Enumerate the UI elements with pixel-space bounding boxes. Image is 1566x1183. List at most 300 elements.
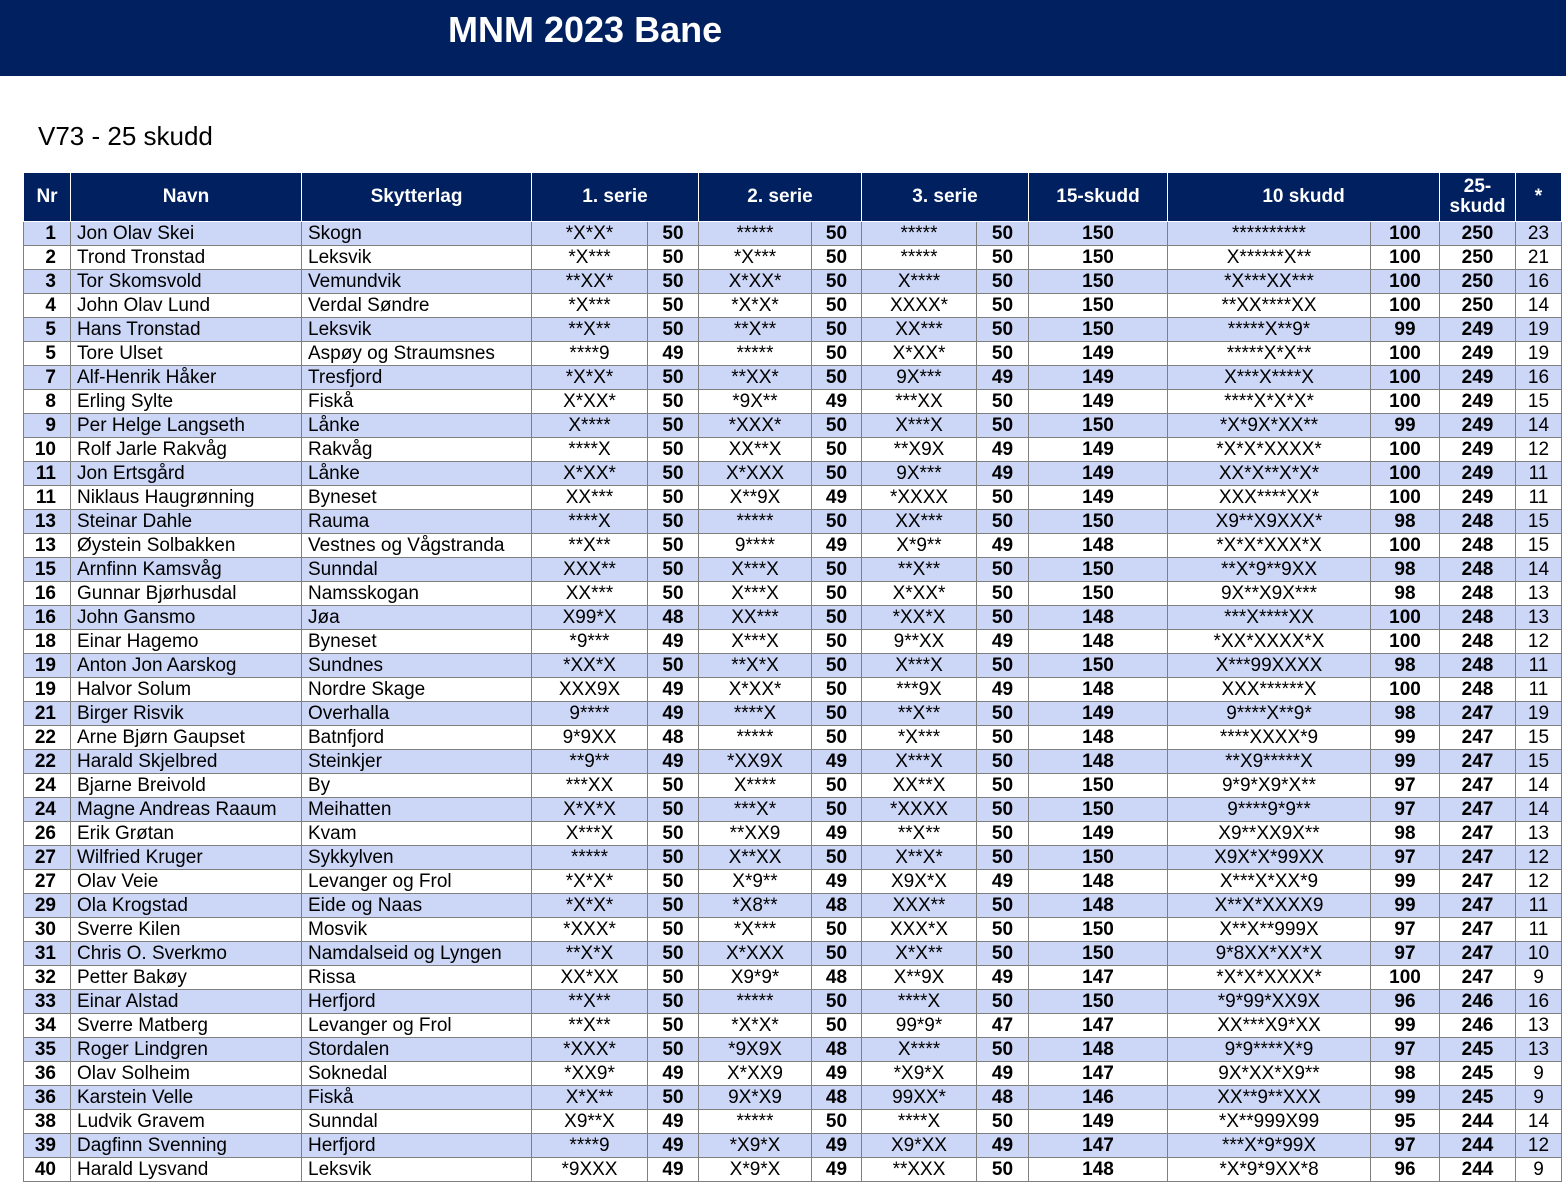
total-25-skudd: 248 (1440, 510, 1516, 534)
serie1-shots: XXX9X (532, 678, 648, 702)
serie3-shots: XXX** (862, 894, 977, 918)
col-header-10-skudd[interactable]: 10 skudd (1168, 173, 1440, 222)
table-row[interactable] (24, 966, 1562, 990)
total-25-skudd: 247 (1440, 942, 1516, 966)
shooter-name: Harald Skjelbred (71, 750, 302, 774)
rank-cell: 7 (24, 366, 71, 390)
inner-tens-count: 23 (1516, 222, 1562, 246)
serie1-points: 49 (648, 1134, 699, 1158)
rank-cell: 8 (24, 390, 71, 414)
inner-tens-count: 13 (1516, 822, 1562, 846)
serie2-shots: X*XXX (699, 462, 812, 486)
inner-tens-count: 21 (1516, 246, 1562, 270)
rank-cell: 27 (24, 846, 71, 870)
shooter-name: Einar Hagemo (71, 630, 302, 654)
rank-cell: 5 (24, 342, 71, 366)
serie2-shots: *X8** (699, 894, 812, 918)
table-row[interactable] (24, 822, 1562, 846)
total-25-skudd: 250 (1440, 246, 1516, 270)
serie3-points: 50 (977, 486, 1029, 510)
inner-tens-count: 11 (1516, 918, 1562, 942)
serie2-shots: ****X (699, 702, 812, 726)
table-row[interactable] (24, 1134, 1562, 1158)
table-row[interactable] (24, 630, 1562, 654)
serie2-shots: *XXX* (699, 414, 812, 438)
serie1-shots: *9*** (532, 630, 648, 654)
table-row[interactable] (24, 462, 1562, 486)
table-row[interactable] (24, 870, 1562, 894)
serie2-shots: *X9*X (699, 1134, 812, 1158)
serie1-shots: *9XXX (532, 1158, 648, 1182)
club-name: Stordalen (302, 1038, 532, 1062)
serie1-points: 49 (648, 702, 699, 726)
table-row[interactable] (24, 918, 1562, 942)
total-25-skudd: 249 (1440, 462, 1516, 486)
rank-cell: 13 (24, 510, 71, 534)
serie1-points: 49 (648, 1062, 699, 1086)
table-row[interactable] (24, 942, 1562, 966)
col-header-serie1[interactable]: 1. serie (532, 173, 699, 222)
table-row[interactable] (24, 750, 1562, 774)
ten-shot-series: X**X**999X (1168, 918, 1371, 942)
table-row[interactable] (24, 654, 1562, 678)
shooter-name: Erling Sylte (71, 390, 302, 414)
table-row[interactable] (24, 894, 1562, 918)
serie1-shots: X***X (532, 822, 648, 846)
ten-shot-series: *XX*XXXX*X (1168, 630, 1371, 654)
ten-shot-series: **XX****XX (1168, 294, 1371, 318)
total-15-skudd: 148 (1029, 1038, 1168, 1062)
ten-shot-series: X***X*XX*9 (1168, 870, 1371, 894)
inner-tens-count: 11 (1516, 462, 1562, 486)
table-row[interactable] (24, 1086, 1562, 1110)
col-header-25-skudd[interactable]: 25- skudd (1440, 173, 1516, 222)
table-row[interactable] (24, 678, 1562, 702)
serie1-points: 50 (648, 462, 699, 486)
serie2-points: 50 (812, 558, 862, 582)
col-header-navn[interactable]: Navn (71, 173, 302, 222)
ten-shot-series: 9****9*9** (1168, 798, 1371, 822)
col-header-star[interactable]: * (1516, 173, 1562, 222)
rank-cell: 36 (24, 1062, 71, 1086)
table-row[interactable] (24, 1110, 1562, 1134)
total-15-skudd: 148 (1029, 726, 1168, 750)
ten-shot-points: 98 (1371, 582, 1440, 606)
ten-shot-points: 98 (1371, 558, 1440, 582)
serie2-points: 49 (812, 1158, 862, 1182)
shooter-name: Arne Bjørn Gaupset (71, 726, 302, 750)
ten-shot-series: X******X** (1168, 246, 1371, 270)
club-name: Lånke (302, 414, 532, 438)
inner-tens-count: 12 (1516, 1134, 1562, 1158)
club-name: Mosvik (302, 918, 532, 942)
table-row[interactable] (24, 1158, 1562, 1182)
inner-tens-count: 11 (1516, 678, 1562, 702)
rank-cell: 24 (24, 774, 71, 798)
shooter-name: Magne Andreas Raaum (71, 798, 302, 822)
club-name: Sunndal (302, 1110, 532, 1134)
serie2-points: 48 (812, 966, 862, 990)
ten-shot-series: XX**9**XXX (1168, 1086, 1371, 1110)
ten-shot-series: *X*X*XXXX* (1168, 966, 1371, 990)
ten-shot-points: 99 (1371, 1086, 1440, 1110)
inner-tens-count: 15 (1516, 750, 1562, 774)
shooter-name: Per Helge Langseth (71, 414, 302, 438)
table-row[interactable] (24, 1038, 1562, 1062)
serie2-shots: ***** (699, 990, 812, 1014)
serie2-points: 50 (812, 606, 862, 630)
ten-shot-series: ****XXXX*9 (1168, 726, 1371, 750)
total-25-skudd: 248 (1440, 606, 1516, 630)
total-25-skudd: 250 (1440, 222, 1516, 246)
shooter-name: Chris O. Sverkmo (71, 942, 302, 966)
col-header-skytterlag[interactable]: Skytterlag (302, 173, 532, 222)
serie2-shots: **XX* (699, 366, 812, 390)
club-name: Fiskå (302, 1086, 532, 1110)
total-25-skudd: 249 (1440, 366, 1516, 390)
serie1-shots: X*X** (532, 1086, 648, 1110)
ten-shot-series: 9*9*X9*X** (1168, 774, 1371, 798)
club-name: Sunndal (302, 558, 532, 582)
serie1-shots: XX*** (532, 486, 648, 510)
serie3-shots: *XX*X (862, 606, 977, 630)
club-name: Kvam (302, 822, 532, 846)
total-15-skudd: 150 (1029, 246, 1168, 270)
inner-tens-count: 16 (1516, 990, 1562, 1014)
shooter-name: Ludvik Gravem (71, 1110, 302, 1134)
serie1-shots: *X*** (532, 294, 648, 318)
serie3-shots: 9X*** (862, 366, 977, 390)
serie1-shots: **X** (532, 318, 648, 342)
total-25-skudd: 247 (1440, 918, 1516, 942)
table-row[interactable] (24, 510, 1562, 534)
serie1-points: 50 (648, 990, 699, 1014)
total-15-skudd: 148 (1029, 870, 1168, 894)
total-15-skudd: 148 (1029, 534, 1168, 558)
ten-shot-series: ********** (1168, 222, 1371, 246)
serie3-shots: X***X (862, 414, 977, 438)
ten-shot-points: 100 (1371, 438, 1440, 462)
club-name: Steinkjer (302, 750, 532, 774)
serie1-shots: XXX** (532, 558, 648, 582)
inner-tens-count: 19 (1516, 318, 1562, 342)
serie3-points: 50 (977, 510, 1029, 534)
rank-cell: 26 (24, 822, 71, 846)
serie1-points: 50 (648, 654, 699, 678)
serie1-shots: ****X (532, 438, 648, 462)
ten-shot-series: *X*9*9XX*8 (1168, 1158, 1371, 1182)
serie1-points: 50 (648, 870, 699, 894)
shooter-name: Olav Veie (71, 870, 302, 894)
serie3-shots: X***X (862, 654, 977, 678)
serie3-points: 50 (977, 1158, 1029, 1182)
serie1-shots: **XX* (532, 270, 648, 294)
total-25-skudd: 248 (1440, 654, 1516, 678)
shooter-name: Olav Solheim (71, 1062, 302, 1086)
total-15-skudd: 149 (1029, 366, 1168, 390)
rank-cell: 11 (24, 462, 71, 486)
table-row[interactable] (24, 222, 1562, 246)
shooter-name: Halvor Solum (71, 678, 302, 702)
club-name: Meihatten (302, 798, 532, 822)
inner-tens-count: 11 (1516, 654, 1562, 678)
rank-cell: 24 (24, 798, 71, 822)
serie3-shots: *X*** (862, 726, 977, 750)
serie3-shots: **X9X (862, 438, 977, 462)
ten-shot-series: X**X*XXXX9 (1168, 894, 1371, 918)
table-header-row (24, 173, 1562, 222)
serie2-points: 49 (812, 1134, 862, 1158)
serie1-shots: X**** (532, 414, 648, 438)
ten-shot-points: 99 (1371, 894, 1440, 918)
shooter-name: Arnfinn Kamsvåg (71, 558, 302, 582)
serie3-points: 50 (977, 318, 1029, 342)
table-row[interactable] (24, 534, 1562, 558)
serie1-shots: **X** (532, 1014, 648, 1038)
table-row[interactable] (24, 726, 1562, 750)
table-row[interactable] (24, 1014, 1562, 1038)
serie2-points: 50 (812, 846, 862, 870)
serie3-points: 50 (977, 342, 1029, 366)
serie2-points: 50 (812, 1014, 862, 1038)
total-15-skudd: 146 (1029, 1086, 1168, 1110)
table-row[interactable] (24, 366, 1562, 390)
serie3-points: 50 (977, 942, 1029, 966)
serie1-points: 49 (648, 1110, 699, 1134)
inner-tens-count: 15 (1516, 726, 1562, 750)
serie3-shots: 9**XX (862, 630, 977, 654)
ten-shot-points: 99 (1371, 318, 1440, 342)
serie2-shots: **X** (699, 318, 812, 342)
ten-shot-series: XXX******X (1168, 678, 1371, 702)
serie2-points: 49 (812, 870, 862, 894)
ten-shot-points: 97 (1371, 846, 1440, 870)
table-row[interactable] (24, 390, 1562, 414)
club-name: Herfjord (302, 1134, 532, 1158)
club-name: Tresfjord (302, 366, 532, 390)
table-row[interactable] (24, 438, 1562, 462)
serie2-points: 50 (812, 222, 862, 246)
ten-shot-series: *X*X*XXX*X (1168, 534, 1371, 558)
serie2-shots: ***** (699, 510, 812, 534)
ten-shot-series: *9*99*XX9X (1168, 990, 1371, 1014)
serie1-points: 49 (648, 630, 699, 654)
table-row[interactable] (24, 606, 1562, 630)
rank-cell: 34 (24, 1014, 71, 1038)
total-25-skudd: 247 (1440, 750, 1516, 774)
ten-shot-series: XX*X**X*X* (1168, 462, 1371, 486)
table-row[interactable] (24, 702, 1562, 726)
serie2-shots: ***X* (699, 798, 812, 822)
ten-shot-series: *X***XX*** (1168, 270, 1371, 294)
rank-cell: 27 (24, 870, 71, 894)
inner-tens-count: 14 (1516, 294, 1562, 318)
table-row[interactable] (24, 270, 1562, 294)
table-row[interactable] (24, 846, 1562, 870)
serie1-shots: *X*X* (532, 870, 648, 894)
serie2-shots: XX*** (699, 606, 812, 630)
ten-shot-series: ****X*X*X* (1168, 390, 1371, 414)
ten-shot-points: 100 (1371, 462, 1440, 486)
ten-shot-points: 100 (1371, 366, 1440, 390)
serie3-shots: X9*XX (862, 1134, 977, 1158)
total-25-skudd: 247 (1440, 798, 1516, 822)
serie2-shots: *9X** (699, 390, 812, 414)
serie2-points: 50 (812, 366, 862, 390)
serie2-points: 50 (812, 318, 862, 342)
serie3-shots: XXXX* (862, 294, 977, 318)
ten-shot-points: 98 (1371, 510, 1440, 534)
table-row[interactable] (24, 1062, 1562, 1086)
inner-tens-count: 9 (1516, 1086, 1562, 1110)
serie3-points: 49 (977, 966, 1029, 990)
serie1-points: 50 (648, 942, 699, 966)
inner-tens-count: 11 (1516, 894, 1562, 918)
serie3-shots: X**** (862, 270, 977, 294)
inner-tens-count: 12 (1516, 438, 1562, 462)
serie1-points: 50 (648, 294, 699, 318)
table-row[interactable] (24, 798, 1562, 822)
table-row[interactable] (24, 342, 1562, 366)
inner-tens-count: 13 (1516, 582, 1562, 606)
rank-cell: 9 (24, 414, 71, 438)
table-row[interactable] (24, 990, 1562, 1014)
serie3-points: 49 (977, 438, 1029, 462)
serie2-shots: *9X9X (699, 1038, 812, 1062)
total-15-skudd: 150 (1029, 654, 1168, 678)
inner-tens-count: 19 (1516, 702, 1562, 726)
inner-tens-count: 12 (1516, 630, 1562, 654)
col-header-serie2[interactable]: 2. serie (699, 173, 862, 222)
serie2-shots: 9**** (699, 534, 812, 558)
serie1-shots: XX*** (532, 582, 648, 606)
serie3-shots: 99*9* (862, 1014, 977, 1038)
total-15-skudd: 149 (1029, 462, 1168, 486)
inner-tens-count: 15 (1516, 390, 1562, 414)
shooter-name: John Olav Lund (71, 294, 302, 318)
col-header-nr[interactable]: Nr (24, 173, 71, 222)
table-row[interactable] (24, 318, 1562, 342)
serie2-points: 50 (812, 678, 862, 702)
total-15-skudd: 150 (1029, 510, 1168, 534)
serie2-points: 49 (812, 1062, 862, 1086)
class-subtitle: V73 - 25 skudd (38, 121, 213, 151)
ten-shot-points: 95 (1371, 1110, 1440, 1134)
serie3-shots: XX**X (862, 774, 977, 798)
total-25-skudd: 245 (1440, 1038, 1516, 1062)
serie1-shots: *XXX* (532, 918, 648, 942)
club-name: Vestnes og Vågstranda (302, 534, 532, 558)
serie2-points: 50 (812, 630, 862, 654)
total-15-skudd: 150 (1029, 222, 1168, 246)
ten-shot-series: *****X**9* (1168, 318, 1371, 342)
col-header-serie3[interactable]: 3. serie (862, 173, 1029, 222)
club-name: Sykkylven (302, 846, 532, 870)
total-25-skudd: 249 (1440, 414, 1516, 438)
serie3-points: 50 (977, 606, 1029, 630)
ten-shot-series: *X**999X99 (1168, 1110, 1371, 1134)
table-row[interactable] (24, 582, 1562, 606)
club-name: Eide og Naas (302, 894, 532, 918)
table-row[interactable] (24, 414, 1562, 438)
rank-cell: 18 (24, 630, 71, 654)
serie1-points: 50 (648, 774, 699, 798)
rank-cell: 21 (24, 702, 71, 726)
ten-shot-series: 9*9****X*9 (1168, 1038, 1371, 1062)
table-row[interactable] (24, 774, 1562, 798)
serie1-shots: **9** (532, 750, 648, 774)
results-body (24, 222, 1562, 1182)
rank-cell: 32 (24, 966, 71, 990)
ten-shot-points: 100 (1371, 966, 1440, 990)
total-15-skudd: 147 (1029, 1062, 1168, 1086)
serie2-shots: X*9*X (699, 1158, 812, 1182)
serie1-points: 50 (648, 966, 699, 990)
serie2-points: 50 (812, 342, 862, 366)
serie1-shots: XX*XX (532, 966, 648, 990)
serie2-shots: X**XX (699, 846, 812, 870)
ten-shot-points: 99 (1371, 1014, 1440, 1038)
serie1-points: 50 (648, 222, 699, 246)
shooter-name: Sverre Matberg (71, 1014, 302, 1038)
total-15-skudd: 147 (1029, 1134, 1168, 1158)
table-row[interactable] (24, 558, 1562, 582)
table-row[interactable] (24, 294, 1562, 318)
rank-cell: 3 (24, 270, 71, 294)
rank-cell: 19 (24, 654, 71, 678)
ten-shot-points: 99 (1371, 414, 1440, 438)
serie2-points: 50 (812, 702, 862, 726)
club-name: Nordre Skage (302, 678, 532, 702)
table-row[interactable] (24, 486, 1562, 510)
club-name: Overhalla (302, 702, 532, 726)
serie1-points: 50 (648, 246, 699, 270)
col-header-15-skudd[interactable]: 15-skudd (1029, 173, 1168, 222)
ten-shot-series: X9X*X*99XX (1168, 846, 1371, 870)
ten-shot-points: 98 (1371, 654, 1440, 678)
ten-shot-points: 100 (1371, 246, 1440, 270)
table-row[interactable] (24, 246, 1562, 270)
serie3-shots: X9X*X (862, 870, 977, 894)
club-name: Rissa (302, 966, 532, 990)
results-table (23, 172, 1562, 1182)
ten-shot-points: 99 (1371, 726, 1440, 750)
total-15-skudd: 148 (1029, 750, 1168, 774)
rank-cell: 35 (24, 1038, 71, 1062)
serie1-points: 50 (648, 390, 699, 414)
ten-shot-points: 100 (1371, 294, 1440, 318)
rank-cell: 5 (24, 318, 71, 342)
serie1-shots: X*XX* (532, 390, 648, 414)
inner-tens-count: 11 (1516, 486, 1562, 510)
serie1-points: 50 (648, 1014, 699, 1038)
total-25-skudd: 248 (1440, 582, 1516, 606)
ten-shot-points: 100 (1371, 606, 1440, 630)
club-name: Vemundvik (302, 270, 532, 294)
total-25-skudd: 247 (1440, 894, 1516, 918)
serie2-points: 50 (812, 1110, 862, 1134)
total-25-skudd: 249 (1440, 438, 1516, 462)
shooter-name: Hans Tronstad (71, 318, 302, 342)
shooter-name: Alf-Henrik Håker (71, 366, 302, 390)
total-15-skudd: 148 (1029, 630, 1168, 654)
ten-shot-series: ***X****XX (1168, 606, 1371, 630)
shooter-name: Jon Olav Skei (71, 222, 302, 246)
shooter-name: Tore Ulset (71, 342, 302, 366)
serie2-shots: X9*9* (699, 966, 812, 990)
serie1-shots: 9**** (532, 702, 648, 726)
serie3-shots: X*XX* (862, 582, 977, 606)
